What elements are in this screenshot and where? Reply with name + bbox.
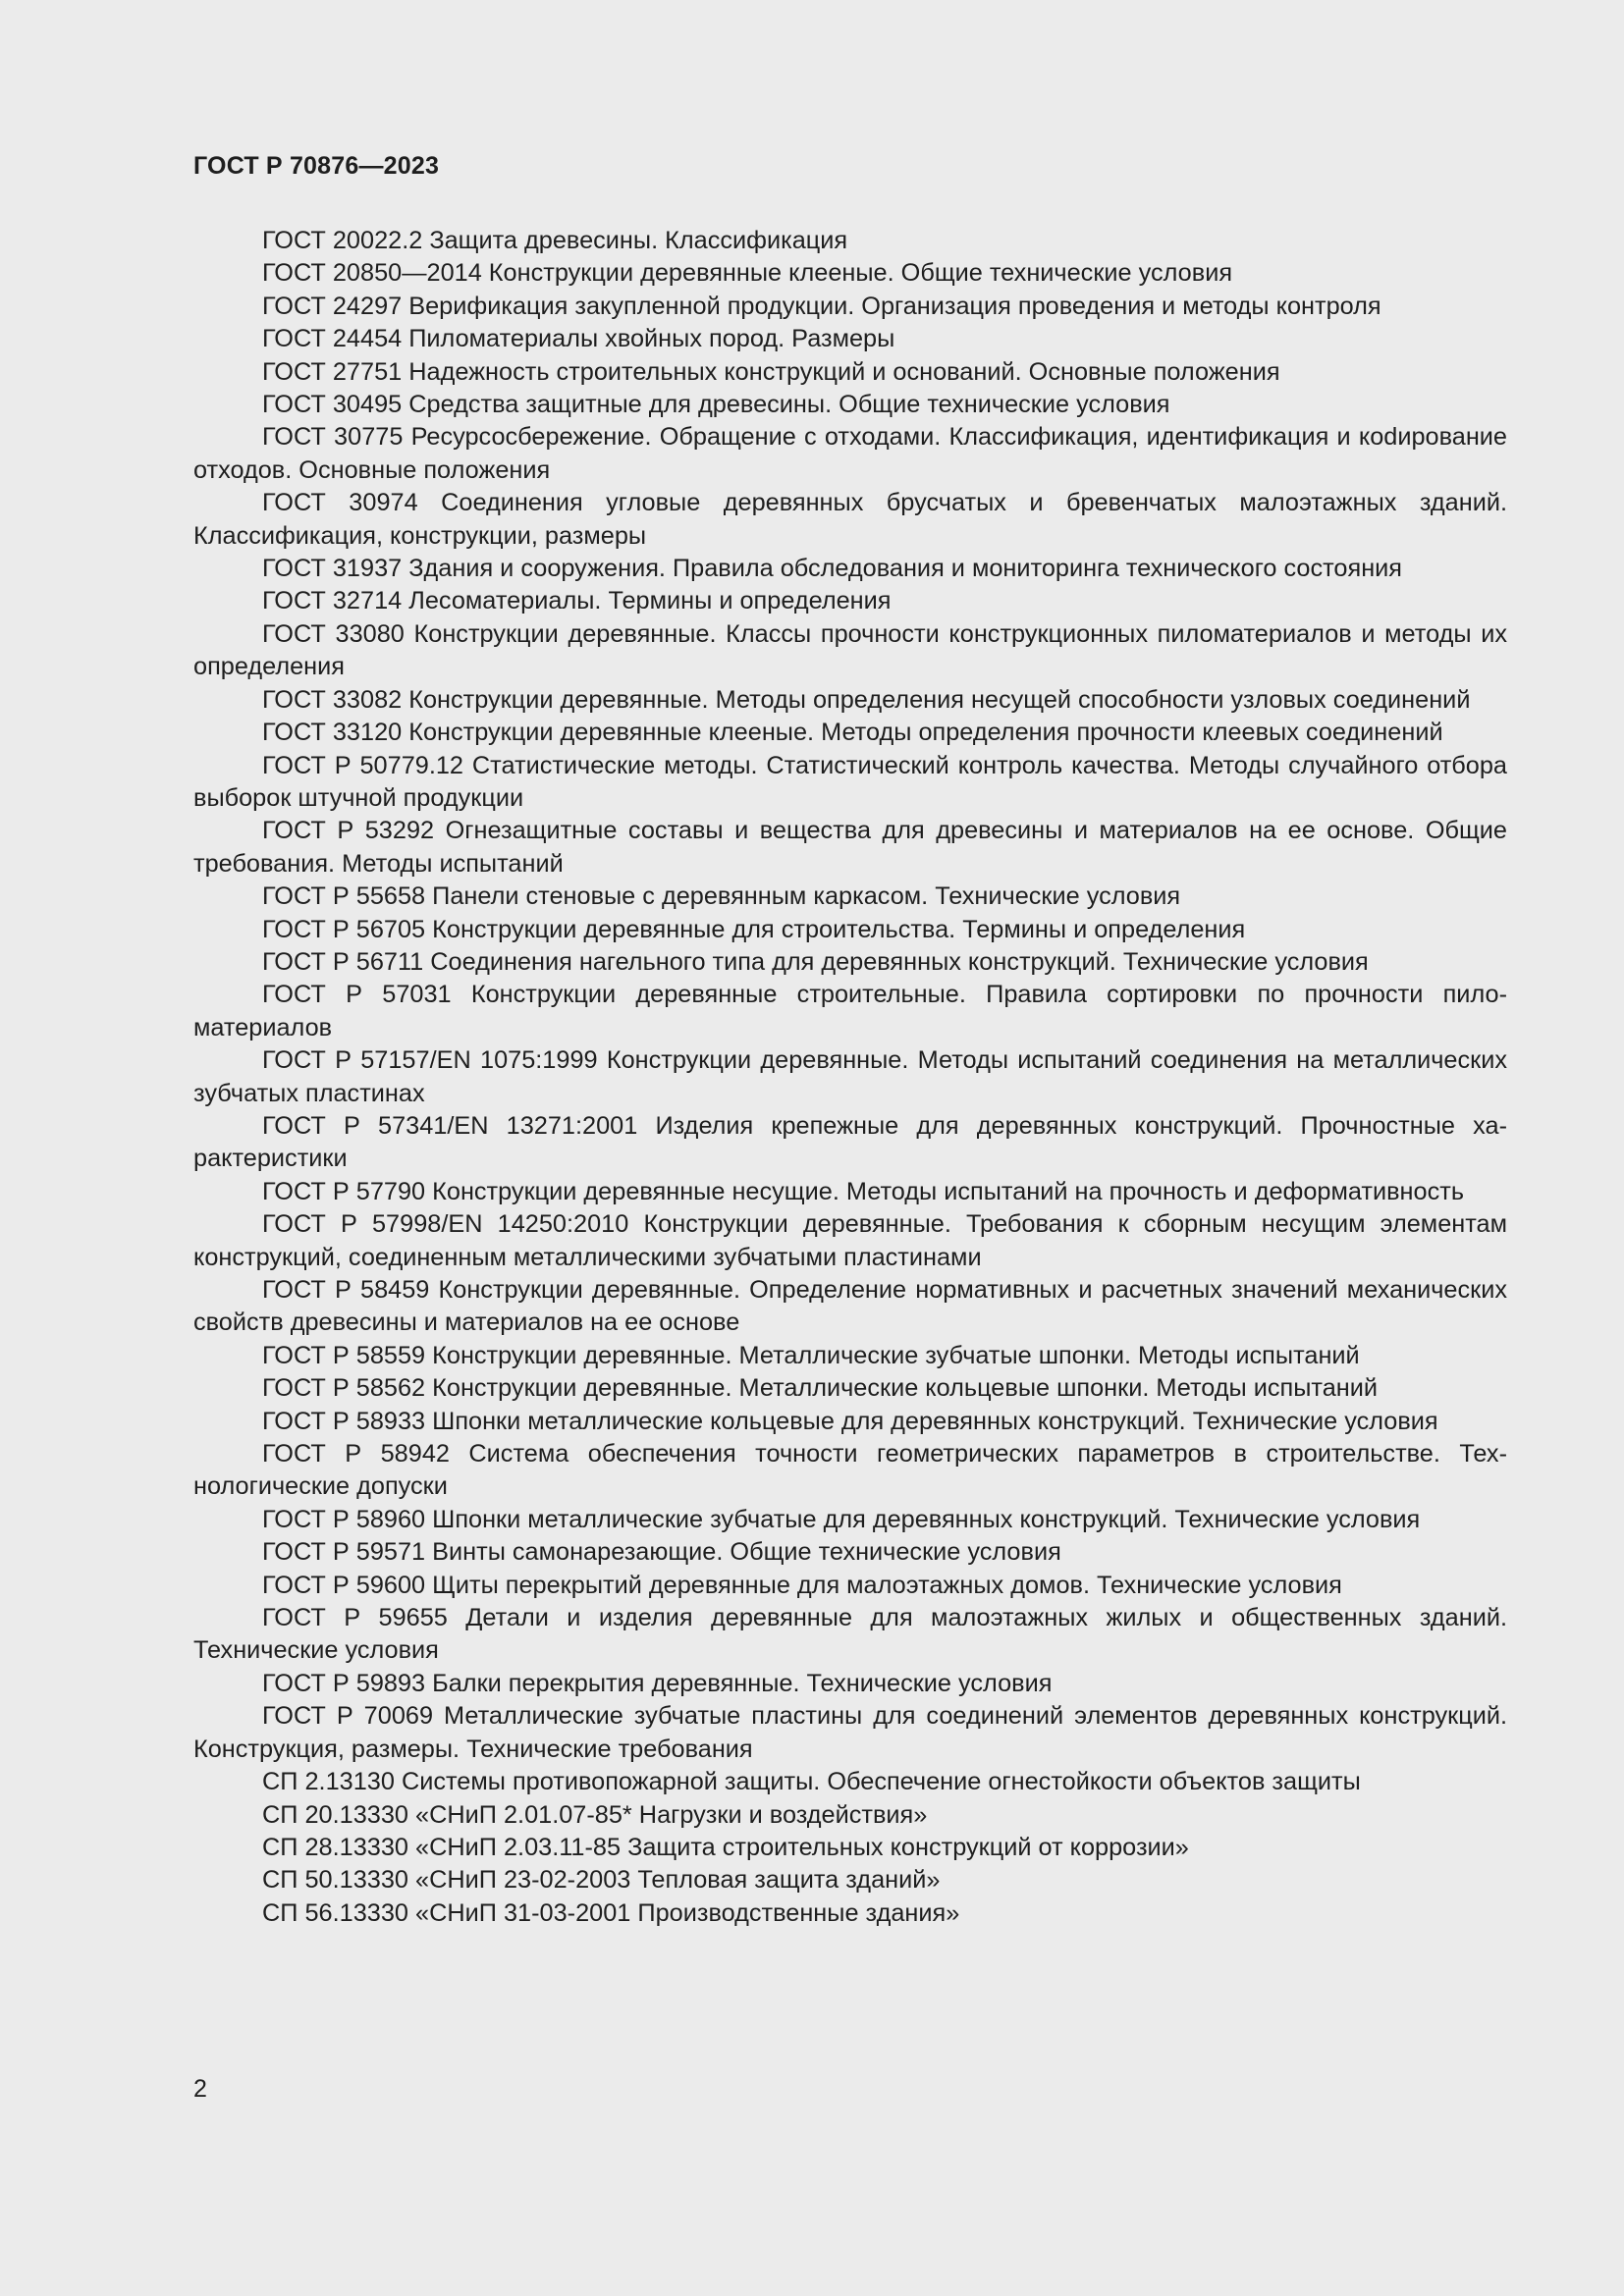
normative-references-list — [193, 225, 1507, 1930]
reference-item: ГОСТ Р 58933 Шпонки металлические кольцевые для деревянных конструкций. Технические условия — [262, 1407, 1438, 1435]
reference-item: ГОСТ Р 59655 Детали и изделия деревянные для малоэтажных жилых и общественных зданий. Технические условия — [193, 1604, 1507, 1665]
reference-item: ГОСТ Р 70069 Металлические зубчатые пластины для соединений элементов деревянных конструкций. Конструкция, размеры. Технические требования — [193, 1702, 1507, 1763]
reference-item: ГОСТ Р 53292 Огнезащитные составы и вещества для древесины и материалов на ее основе. Общие требования. Методы испытаний — [193, 817, 1507, 878]
page-number: 2 — [193, 2075, 207, 2103]
reference-item: ГОСТ Р 56705 Конструкции деревянные для строительства. Термины и определения — [262, 915, 1246, 943]
reference-item: ГОСТ Р 56711 Соединения нагельного типа для деревянных конструкций. Технические условия — [262, 947, 1369, 976]
document-header: ГОСТ Р 70876—2023 — [193, 152, 440, 180]
reference-item: ГОСТ 24454 Пиломатериалы хвойных пород. Размеры — [262, 325, 895, 353]
reference-item: ГОСТ Р 59893 Балки перекрытия деревянные. Технические условия — [262, 1669, 1053, 1697]
reference-item: ГОСТ Р 57998/EN 14250:2010 Конструкции деревянные. Требования к сборным несущим элементам конструкций, соединенным металлическими зубчатыми пластинами — [193, 1210, 1507, 1271]
reference-item: ГОСТ 20850—2014 Конструкции деревянные клееные. Общие технические условия — [262, 259, 1233, 288]
reference-item: ГОСТ Р 58562 Конструкции деревянные. Металлические кольцевые шпонки. Методы испытаний — [262, 1374, 1379, 1403]
reference-item: ГОСТ 24297 Верификация закупленной продукции. Организация проведения и методы контроля — [262, 292, 1381, 320]
reference-item: ГОСТ 30974 Соединения угловые деревянных брусчатых и бревенчатых малоэтажных зданий. Классификация, конструкции, размеры — [193, 489, 1507, 550]
reference-item: ГОСТ Р 58942 Система обеспечения точности геометрических параметров в строительстве. Технологические допуски — [193, 1440, 1507, 1501]
reference-item: СП 50.13330 «СНиП 23-02-2003 Тепловая защита зданий» — [262, 1866, 941, 1895]
reference-item: ГОСТ 30495 Средства защитные для древесины. Общие технические условия — [262, 391, 1170, 419]
reference-item: ГОСТ 33080 Конструкции деревянные. Классы прочности конструкционных пиломатериалов и методы их определения — [193, 619, 1507, 681]
reference-item: ГОСТ Р 57157/EN 1075:1999 Конструкции деревянные. Методы испытаний соединения на металлических зубчатых пластинах — [193, 1046, 1507, 1107]
reference-item: ГОСТ Р 57341/EN 13271:2001 Изделия крепежные для деревянных конструкций. Прочностные характеристики — [193, 1111, 1507, 1173]
reference-item: ГОСТ 33120 Конструкции деревянные клееные. Методы определения прочности клеевых соединений — [262, 719, 1443, 747]
reference-item: ГОСТ 27751 Надежность строительных конструкций и оснований. Основные положения — [262, 357, 1280, 386]
reference-item: ГОСТ 33082 Конструкции деревянные. Методы определения несущей способности узловых соединений — [262, 685, 1471, 714]
reference-item: ГОСТ Р 55658 Панели стеновые с деревянным каркасом. Технические условия — [262, 882, 1181, 911]
reference-item: ГОСТ 30775 Ресурсосбережение. Обращение с отходами. Классификация, идентификация и коdирование отходов. Основные положения — [193, 423, 1507, 484]
reference-item: ГОСТ 31937 Здания и сооружения. Правила обследования и мониторинга технического состояния — [262, 555, 1402, 583]
reference-item: ГОСТ Р 50779.12 Статистические методы. Статистический контроль качества. Методы случайного отбора выборок штучной продукции — [193, 751, 1507, 812]
reference-item: СП 20.13330 «СНиП 2.01.07-85* Нагрузки и воздействия» — [262, 1800, 928, 1829]
reference-item: ГОСТ Р 59571 Винты самонарезающие. Общие технические условия — [262, 1538, 1061, 1567]
reference-item: ГОСТ Р 57790 Конструкции деревянные несущие. Методы испытаний на прочность и деформативность — [262, 1177, 1464, 1205]
reference-item: ГОСТ 20022.2 Защита древесины. Классификация — [262, 227, 848, 254]
reference-item: ГОСТ Р 57031 Конструкции деревянные строительные. Правила сортировки по прочности пиломатериалов — [193, 981, 1507, 1041]
reference-item: ГОСТ Р 58459 Конструкции деревянные. Определение нормативных и расчетных значений механических свойств древесины и материалов на ее основе — [193, 1276, 1507, 1337]
reference-item: ГОСТ Р 59600 Щиты перекрытий деревянные для малоэтажных домов. Технические условия — [262, 1571, 1342, 1599]
reference-item: ГОСТ Р 58960 Шпонки металлические зубчатые для деревянных конструкций. Технические условия — [262, 1505, 1421, 1533]
reference-item: СП 28.13330 «СНиП 2.03.11-85 Защита строительных конструкций от коррозии» — [262, 1833, 1189, 1861]
reference-item: ГОСТ Р 58559 Конструкции деревянные. Металлические зубчатые шпонки. Методы испытаний — [262, 1341, 1360, 1369]
reference-item: СП 2.13130 Системы противопожарной защиты. Обеспечение огнестойкости объектов защиты — [262, 1768, 1361, 1796]
reference-item: ГОСТ 32714 Лесоматериалы. Термины и определения — [262, 587, 892, 615]
reference-item: СП 56.13330 «СНиП 31-03-2001 Производственные здания» — [262, 1898, 960, 1927]
